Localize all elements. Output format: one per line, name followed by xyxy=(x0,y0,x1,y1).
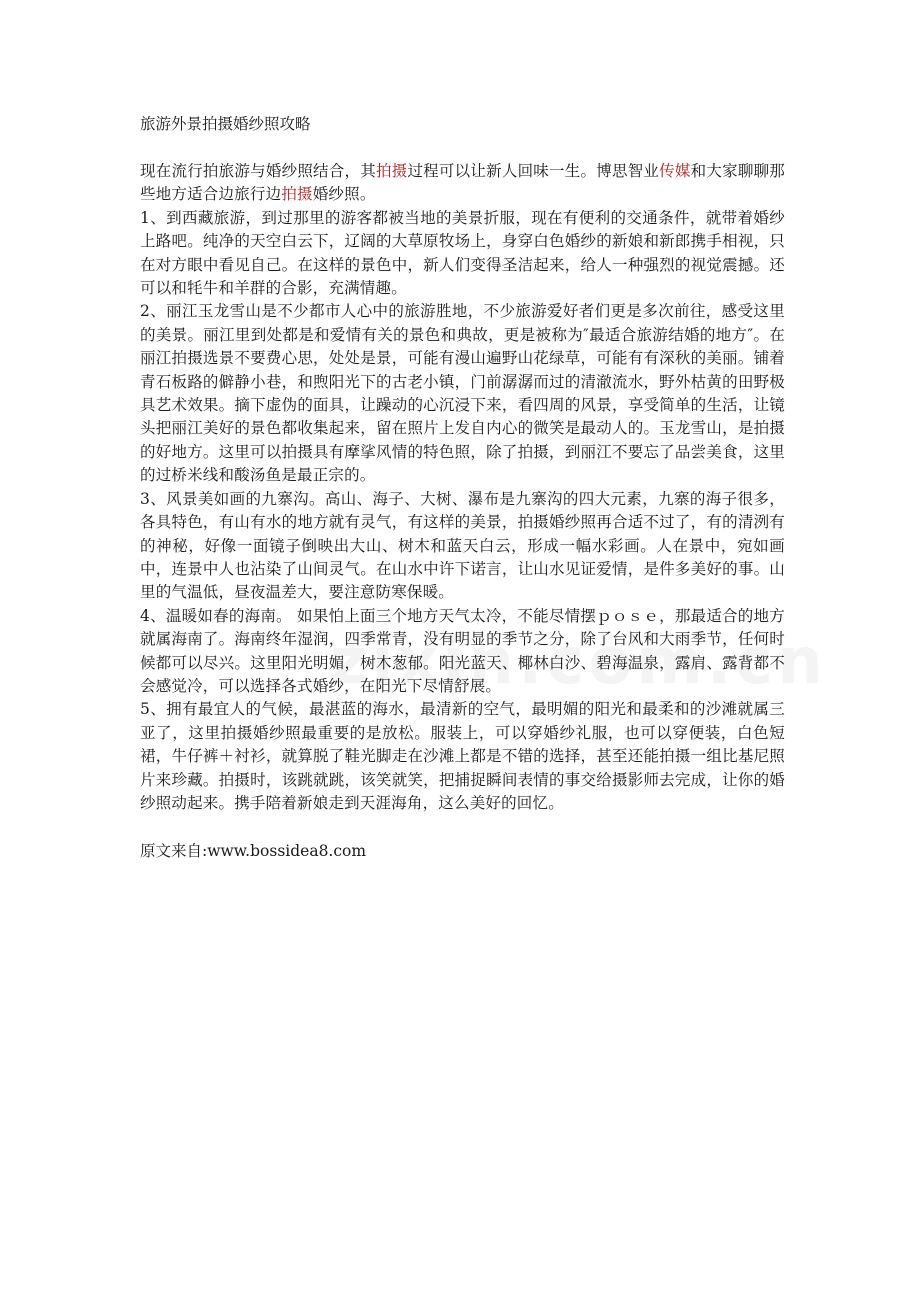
section-sanya: 5、拥有最宜人的气候，最湛蓝的海水，最清新的空气，最明媚的阳光和最柔和的沙滩就属三亚了，这里拍摄婚纱照最重要的是放松。服装上，可以穿婚纱礼服，也可以穿便装，白色短裙，牛仔裤＋衬衫，就算脱了鞋光脚走在沙滩上都是不错的选择，甚至还能拍摄一组比基尼照片来珍藏。拍摄时，该跳就跳，该笑就笑，把捕捉瞬间表情的事交给摄影师去完成，让你的婚纱照动起来。携手陪着新娘走到天涯海角，这么美好的回忆。 xyxy=(140,700,785,812)
keyword-link-shooting[interactable]: 拍摄 xyxy=(375,162,408,180)
intro-text-4: 婚纱照。 xyxy=(312,185,376,204)
section-tibet: 1、到西藏旅游，到过那里的游客都被当地的美景折服，现在有便利的交通条件，就带着婚纱上路吧。纯净的天空白云下，辽阔的大草原牧场上，身穿白色婚纱的新娘和新郎携手相视，只在对方眼中看见自己。在这样的景色中，新人们变得圣洁起来，给人一种强烈的视觉震撼。还可以和牦牛和羊群的合影，充满情趣。 xyxy=(140,208,785,298)
section-jiuzhaigou: 3、风景美如画的九寨沟。高山、海子、大树、瀑布是九寨沟的四大元素，九寨的海子很多，各具特色，有山有水的地方就有灵气，有这样的美景，拍摄婚纱照再合适不过了，有的清洌有的神秘，好像一面镜子倒映出大山、树木和蓝天白云，形成一幅水彩画。人在景中，宛如画中，连景中人也沾染了山间灵气。在山水中许下诺言，让山水见证爱情，是件多美好的事。山里的气温低，昼夜温差大，要注意防寒保暖。 xyxy=(140,489,785,602)
source-line: 原文来自:www.bossidea8.com xyxy=(140,842,367,861)
intro-text-1: 现在流行拍旅游与婚纱照结合，其 xyxy=(140,162,376,180)
document-page xyxy=(140,112,785,863)
keyword-link-media[interactable]: 传媒 xyxy=(659,162,691,180)
intro-text-2: 过程可以让新人回味一生。博思智业 xyxy=(407,162,660,180)
keyword-link-shooting-2[interactable]: 拍摄 xyxy=(281,185,313,204)
section-lijiang: 2、丽江玉龙雪山是不少都市人心中的旅游胜地，不少旅游爱好者们更是多次前往，感受这里的美景。丽江里到处都是和爱情有关的景色和典故，更是被称为″最适合旅游结婚的地方″。在丽江拍摄选景不要费心思，处处是景，可能有漫山遍野山花绿草，可能有有深秋的美丽。铺着青石板路的僻静小巷，和煦阳光下的古老小镇，门前潺潺而过的清澈流水，野外枯黄的田野极具艺术效果。摘下虚伪的面具，让躁动的心沉浸下来，看四周的风景，享受简单的生活，让镜头把丽江美好的景色都收集起来，留在照片上发自内心的微笑是最动人的。玉龙雪山，是拍摄的好地方。这里可以拍摄具有摩挲风情的特色照，除了拍摄，到丽江不要忘了品尝美食，这里的过桥米线和酸汤鱼是最正宗的。 xyxy=(140,302,785,485)
intro-paragraph xyxy=(140,160,785,207)
section-hainan: 4、温暖如春的海南。 如果怕上面三个地方天气太冷，不能尽情摆ｐｏｓｅ，那最适合的地方就属海南了。海南终年湿润，四季常青，没有明显的季节之分，除了台风和大雨季节，任何时候都可以尽兴。这里阳光明媚，树木葱郁。阳光蓝天、椰林白沙、碧海温泉，露肩、露背都不会感觉冷，可以选择各式婚纱，在阳光下尽情舒展。 xyxy=(140,606,785,695)
intro-text-3: 和大家聊聊那些地方适合边旅行边 xyxy=(140,162,785,204)
document-title: 旅游外景拍摄婚纱照攻略 xyxy=(140,115,311,133)
